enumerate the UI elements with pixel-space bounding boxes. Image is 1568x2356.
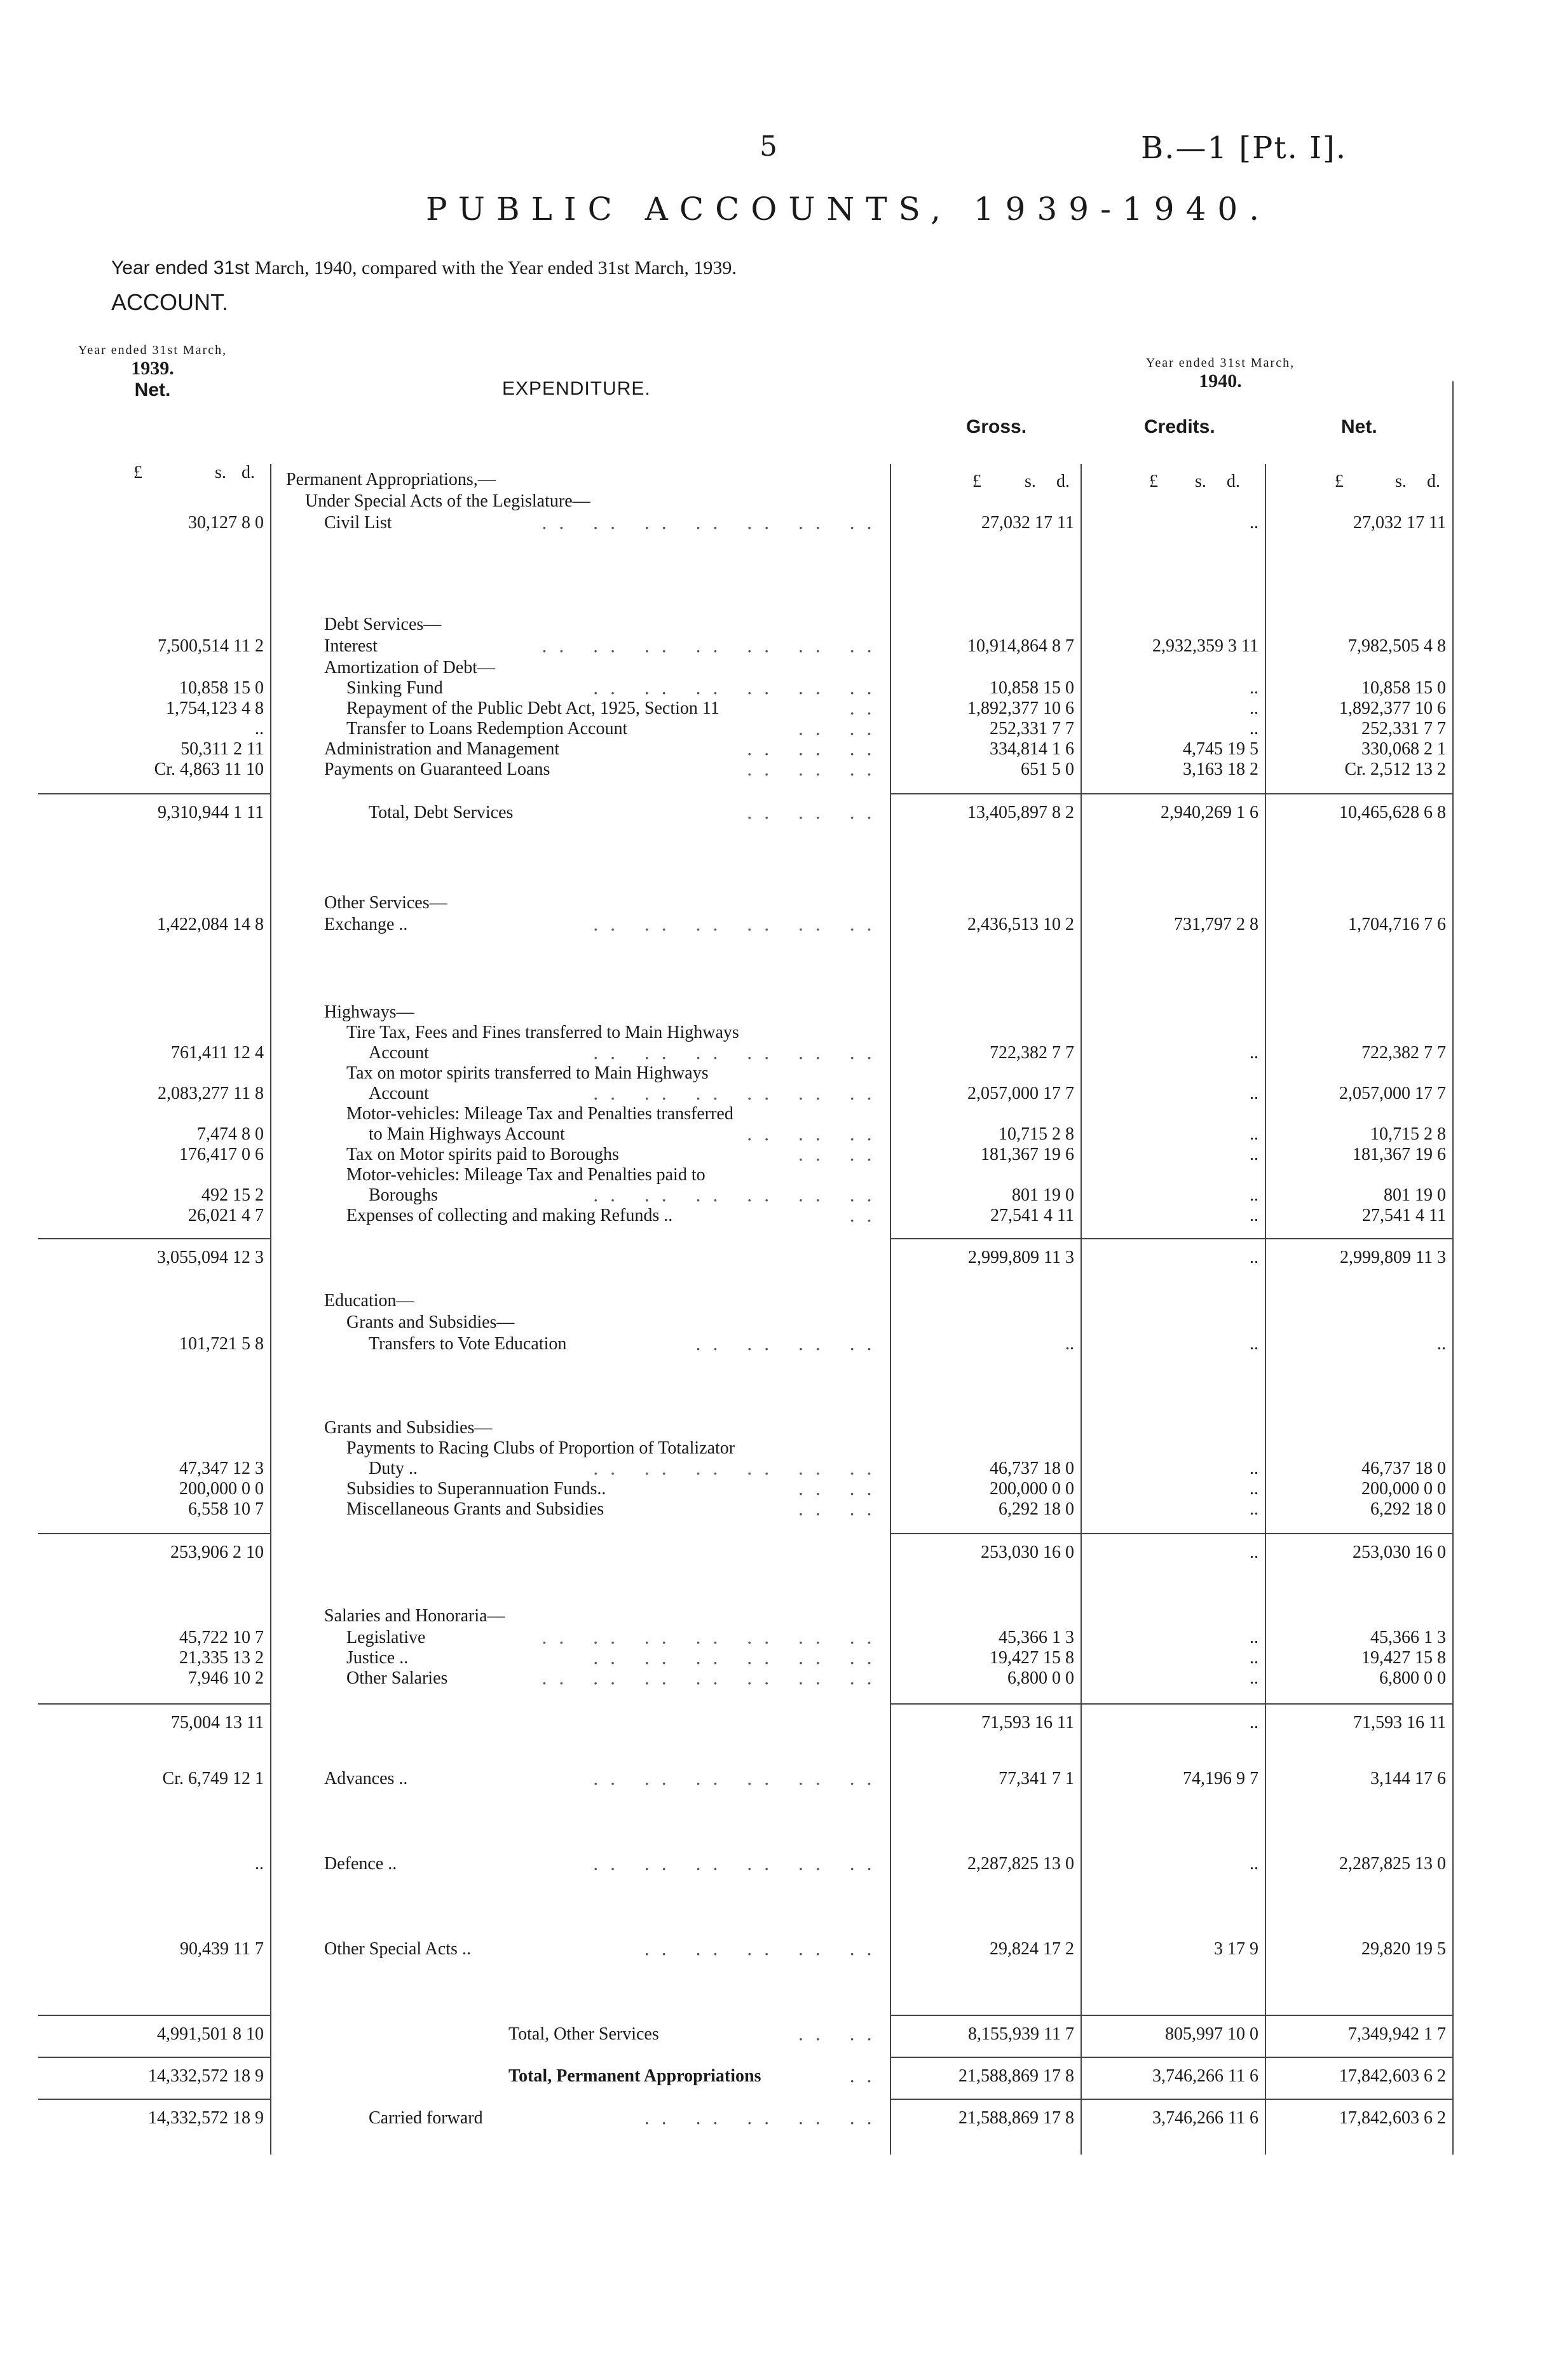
row-label: Total, Permanent Appropriations bbox=[508, 2066, 761, 2086]
row-label: Other Special Acts .. bbox=[324, 1939, 471, 1959]
page-number: 5 bbox=[760, 130, 777, 163]
prev-amount: 45,722 10 7 bbox=[179, 1628, 264, 1647]
net-amount: 7,982,505 4 8 bbox=[1348, 636, 1446, 656]
net-amount: 10,858 15 0 bbox=[1361, 678, 1446, 698]
gross-amount: 8,155,939 11 7 bbox=[968, 2024, 1074, 2044]
net-pounds-unit: £ bbox=[1335, 472, 1344, 491]
leader-dots: .. .. .. .. .. .. bbox=[592, 1647, 883, 1668]
leader-dots: .. .. .. .. .. .. bbox=[592, 1185, 883, 1206]
credits-amount: .. bbox=[1250, 1185, 1258, 1205]
row-label: Legislative bbox=[346, 1628, 426, 1647]
curr-year-label: 1940. bbox=[1199, 371, 1242, 392]
table-row bbox=[0, 1605, 1568, 1627]
prev-amount: 14,332,572 18 9 bbox=[148, 2066, 264, 2086]
net-header: Net. bbox=[1341, 416, 1377, 437]
prev-shillings-unit: s. bbox=[215, 463, 226, 482]
credits-amount: 731,797 2 8 bbox=[1174, 915, 1258, 934]
net-shillings-unit: s. bbox=[1395, 472, 1407, 491]
leader-dots: .. .. .. .. .. .. bbox=[592, 1768, 883, 1789]
row-label: Motor-vehicles: Mileage Tax and Penalties paid to bbox=[346, 1165, 706, 1185]
leader-dots: .. bbox=[849, 2066, 883, 2087]
row-label: Amortization of Debt— bbox=[324, 658, 496, 678]
table-row bbox=[0, 1124, 1568, 1145]
credits-amount: 2,932,359 3 11 bbox=[1152, 636, 1258, 656]
prev-amount: 761,411 12 4 bbox=[171, 1043, 264, 1063]
row-label: Boroughs bbox=[369, 1185, 438, 1205]
credits-amount: 3,746,266 11 6 bbox=[1152, 2066, 1258, 2086]
grants-total-rule-curr bbox=[890, 1533, 1452, 1534]
prev-amount: 7,946 10 2 bbox=[188, 1668, 264, 1688]
row-label: Transfers to Vote Education bbox=[369, 1334, 567, 1354]
leader-dots: .. .. .. .. .. .. bbox=[592, 1042, 883, 1063]
table-row bbox=[0, 1438, 1568, 1459]
credits-amount: .. bbox=[1250, 1542, 1258, 1562]
net-pence-unit: d. bbox=[1427, 472, 1440, 491]
prev-amount: 492 15 2 bbox=[201, 1185, 264, 1205]
credits-amount: .. bbox=[1250, 1854, 1258, 1874]
credits-amount: .. bbox=[1250, 1479, 1258, 1499]
credits-amount: .. bbox=[1250, 1124, 1258, 1144]
gross-amount: 2,436,513 10 2 bbox=[967, 915, 1074, 934]
row-label: Total, Debt Services bbox=[369, 803, 514, 822]
leader-dots: .. .. .. bbox=[746, 739, 883, 759]
prev-amount: 9,310,944 1 11 bbox=[158, 803, 264, 822]
leader-dots: .. .. .. .. .. bbox=[644, 1938, 883, 1959]
table-row bbox=[0, 1458, 1568, 1480]
table-row bbox=[0, 1247, 1568, 1269]
table-row bbox=[0, 1333, 1568, 1355]
credits-amount: .. bbox=[1250, 698, 1258, 718]
credits-pounds-unit: £ bbox=[1149, 472, 1158, 491]
row-label: Debt Services— bbox=[324, 615, 442, 634]
row-label: to Main Highways Account bbox=[369, 1124, 565, 1144]
table-row bbox=[0, 1205, 1568, 1227]
table-row bbox=[0, 1853, 1568, 1875]
net-amount: 253,030 16 0 bbox=[1353, 1542, 1446, 1562]
row-label: Payments to Racing Clubs of Proportion of Totalizator bbox=[346, 1438, 735, 1458]
gross-amount: 2,999,809 11 3 bbox=[968, 1248, 1074, 1267]
net-amount: .. bbox=[1437, 1334, 1446, 1354]
leader-dots: .. .. .. .. .. bbox=[644, 2107, 883, 2128]
leader-dots: .. .. .. .. .. .. .. bbox=[541, 1627, 883, 1648]
prev-amount: 7,500,514 11 2 bbox=[158, 636, 264, 656]
prev-pence-unit: d. bbox=[242, 463, 255, 482]
gross-amount: 27,032 17 11 bbox=[981, 513, 1074, 533]
credits-amount: 3 17 9 bbox=[1214, 1939, 1258, 1959]
row-label: Account bbox=[369, 1084, 429, 1103]
prev-year-header bbox=[38, 343, 267, 401]
gross-amount: 200,000 0 0 bbox=[990, 1479, 1074, 1499]
table-row bbox=[0, 1290, 1568, 1312]
page-title: PUBLIC ACCOUNTS, 1939-1940. bbox=[426, 191, 1271, 228]
row-label: Carried forward bbox=[369, 2108, 483, 2128]
credits-header: Credits. bbox=[1144, 416, 1215, 437]
expenditure-header: EXPENDITURE. bbox=[502, 378, 651, 399]
credits-amount: .. bbox=[1250, 1248, 1258, 1267]
gross-header: Gross. bbox=[966, 416, 1027, 437]
leader-dots: .. .. bbox=[798, 1478, 883, 1499]
net-amount: 2,287,825 13 0 bbox=[1339, 1854, 1446, 1874]
table-row bbox=[0, 512, 1568, 534]
table-row bbox=[0, 2066, 1568, 2087]
gross-amount: 253,030 16 0 bbox=[981, 1542, 1074, 1562]
prev-pounds-unit: £ bbox=[133, 463, 142, 482]
net-amount: 2,999,809 11 3 bbox=[1340, 1248, 1446, 1267]
prev-amount: 10,858 15 0 bbox=[179, 678, 264, 698]
credits-amount: .. bbox=[1250, 1499, 1258, 1519]
curr-year-header bbox=[1042, 356, 1398, 392]
grants-total-rule-prev bbox=[38, 1533, 270, 1534]
table-row bbox=[0, 718, 1568, 740]
leader-dots: .. .. bbox=[798, 1144, 883, 1165]
table-row bbox=[0, 802, 1568, 824]
net-amount: 29,820 19 5 bbox=[1361, 1939, 1446, 1959]
net-amount: 252,331 7 7 bbox=[1361, 719, 1446, 739]
table-row bbox=[0, 491, 1568, 512]
leader-dots: .. .. .. bbox=[746, 802, 883, 823]
table-row bbox=[0, 1768, 1568, 1790]
row-label: Tax on Motor spirits paid to Boroughs bbox=[346, 1145, 619, 1164]
gross-amount: 722,382 7 7 bbox=[990, 1043, 1074, 1063]
prev-amount: 6,558 10 7 bbox=[188, 1499, 264, 1519]
net-amount: 71,593 16 11 bbox=[1353, 1713, 1446, 1733]
net-amount: 17,842,603 6 2 bbox=[1339, 2066, 1446, 2086]
row-label: Account bbox=[369, 1043, 429, 1063]
row-label: Tire Tax, Fees and Fines transferred to Main Highways bbox=[346, 1023, 739, 1042]
leader-dots: .. .. .. .. .. .. bbox=[592, 1083, 883, 1104]
table-row bbox=[0, 1185, 1568, 1206]
net-amount: 10,465,628 6 8 bbox=[1339, 803, 1446, 822]
table-row bbox=[0, 2024, 1568, 2045]
table-row bbox=[0, 1417, 1568, 1439]
table-row bbox=[0, 1312, 1568, 1333]
net-amount: 2,057,000 17 7 bbox=[1339, 1084, 1446, 1103]
table-row bbox=[0, 636, 1568, 657]
net-amount: 19,427 15 8 bbox=[1361, 1648, 1446, 1668]
gross-amount: 10,715 2 8 bbox=[999, 1124, 1074, 1144]
prev-amount: 101,721 5 8 bbox=[179, 1334, 264, 1354]
leader-dots: .. .. .. .. .. .. bbox=[592, 914, 883, 935]
prev-amount: 90,439 11 7 bbox=[180, 1939, 264, 1959]
prev-amount: Cr. 4,863 11 10 bbox=[154, 759, 264, 779]
prev-amount: 14,332,572 18 9 bbox=[148, 2108, 264, 2128]
gross-amount: 10,858 15 0 bbox=[990, 678, 1074, 698]
gross-amount: 1,892,377 10 6 bbox=[967, 698, 1074, 718]
perm-total-rule-curr bbox=[890, 2057, 1452, 2058]
table-row bbox=[0, 1042, 1568, 1064]
table-row bbox=[0, 1647, 1568, 1669]
gross-amount: 21,588,869 17 8 bbox=[958, 2066, 1074, 2086]
net-amount: 10,715 2 8 bbox=[1370, 1124, 1446, 1144]
credits-amount: .. bbox=[1250, 1084, 1258, 1103]
gross-amount: 651 5 0 bbox=[1021, 759, 1074, 779]
table-row bbox=[0, 1103, 1568, 1125]
credits-amount: .. bbox=[1250, 1648, 1258, 1668]
prev-amount: 253,906 2 10 bbox=[170, 1542, 264, 1562]
credits-amount: .. bbox=[1250, 513, 1258, 533]
row-label: Transfer to Loans Redemption Account bbox=[346, 719, 628, 739]
row-label: Grants and Subsidies— bbox=[324, 1418, 493, 1438]
leader-dots: .. .. .. .. bbox=[695, 1333, 883, 1354]
leader-dots: .. .. bbox=[798, 718, 883, 739]
table-row bbox=[0, 1627, 1568, 1649]
table-row bbox=[0, 2107, 1568, 2129]
gross-amount: 27,541 4 11 bbox=[990, 1206, 1074, 1225]
perm-total-rule-prev bbox=[38, 2057, 270, 2058]
prev-amount: 4,991,501 8 10 bbox=[157, 2024, 264, 2044]
leader-dots: .. .. .. .. .. .. .. bbox=[541, 1668, 883, 1689]
table-row bbox=[0, 1002, 1568, 1023]
subtitle-rest: March, 1940, compared with the Year ended 31st March, 1939. bbox=[254, 257, 737, 278]
table-row bbox=[0, 1022, 1568, 1044]
row-label: Repayment of the Public Debt Act, 1925, Section 11 bbox=[346, 698, 719, 718]
net-amount: 181,367 19 6 bbox=[1353, 1145, 1446, 1164]
row-label: Interest bbox=[324, 636, 378, 656]
carried-rule-curr bbox=[890, 2099, 1452, 2100]
prev-amount: .. bbox=[255, 719, 264, 739]
other-total-rule-prev bbox=[38, 2015, 270, 2016]
table-row bbox=[0, 1938, 1568, 1960]
row-label: Under Special Acts of the Legislature— bbox=[305, 491, 590, 511]
credits-amount: .. bbox=[1250, 1145, 1258, 1164]
gross-amount: 13,405,897 8 2 bbox=[967, 803, 1074, 822]
table-row bbox=[0, 1542, 1568, 1563]
net-amount: 330,068 2 1 bbox=[1361, 739, 1446, 759]
highways-total-rule-curr bbox=[890, 1238, 1452, 1239]
table-row bbox=[0, 892, 1568, 914]
prev-amount: Cr. 6,749 12 1 bbox=[162, 1769, 264, 1788]
gross-amount: .. bbox=[1065, 1334, 1074, 1354]
prev-amount: 75,004 13 11 bbox=[171, 1713, 264, 1733]
leader-dots: .. .. .. .. .. .. .. bbox=[541, 636, 883, 657]
prev-amount: 30,127 8 0 bbox=[188, 513, 264, 533]
carried-rule-prev bbox=[38, 2099, 270, 2100]
table-row bbox=[0, 698, 1568, 719]
row-label: Payments on Guaranteed Loans bbox=[324, 759, 550, 779]
highways-total-rule-prev bbox=[38, 1238, 270, 1239]
table-row bbox=[0, 914, 1568, 936]
gross-amount: 71,593 16 11 bbox=[981, 1713, 1074, 1733]
gross-amount: 10,914,864 8 7 bbox=[967, 636, 1074, 656]
page-subtitle bbox=[111, 257, 737, 279]
row-label: Duty .. bbox=[369, 1459, 418, 1478]
net-amount: 6,292 18 0 bbox=[1370, 1499, 1446, 1519]
table-row bbox=[0, 1478, 1568, 1500]
net-amount: 801 19 0 bbox=[1384, 1185, 1446, 1205]
row-label: Motor-vehicles: Mileage Tax and Penalties transferred bbox=[346, 1104, 733, 1124]
gross-amount: 252,331 7 7 bbox=[990, 719, 1074, 739]
row-label: Defence .. bbox=[324, 1854, 397, 1874]
net-amount: 27,032 17 11 bbox=[1353, 513, 1446, 533]
account-heading: ACCOUNT. bbox=[111, 289, 229, 315]
credits-amount: .. bbox=[1250, 719, 1258, 739]
credits-amount: 3,163 18 2 bbox=[1183, 759, 1258, 779]
leader-dots: .. .. .. bbox=[746, 759, 883, 780]
credits-amount: 4,745 19 5 bbox=[1183, 739, 1258, 759]
gross-amount: 45,366 1 3 bbox=[999, 1628, 1074, 1647]
net-amount: Cr. 2,512 13 2 bbox=[1344, 759, 1446, 779]
debt-total-rule-prev bbox=[38, 793, 270, 794]
gross-amount: 21,588,869 17 8 bbox=[958, 2108, 1074, 2128]
gross-amount: 6,800 0 0 bbox=[1007, 1668, 1074, 1688]
gross-amount: 46,737 18 0 bbox=[990, 1459, 1074, 1478]
gross-amount: 181,367 19 6 bbox=[981, 1145, 1074, 1164]
table-row bbox=[0, 1063, 1568, 1084]
row-label: Sinking Fund bbox=[346, 678, 443, 698]
credits-amount: 3,746,266 11 6 bbox=[1152, 2108, 1258, 2128]
salaries-total-rule-curr bbox=[890, 1703, 1452, 1705]
table-row bbox=[0, 1668, 1568, 1689]
leader-dots: .. .. .. bbox=[746, 1124, 883, 1145]
gross-amount: 334,814 1 6 bbox=[990, 739, 1074, 759]
table-row bbox=[0, 1164, 1568, 1186]
row-label: Education— bbox=[324, 1291, 414, 1311]
row-label: Subsidies to Superannuation Funds.. bbox=[346, 1479, 606, 1499]
leader-dots: .. bbox=[849, 1205, 883, 1226]
net-amount: 45,366 1 3 bbox=[1370, 1628, 1446, 1647]
credits-amount: .. bbox=[1250, 1628, 1258, 1647]
table-row bbox=[0, 739, 1568, 760]
prev-amount: 1,422,084 14 8 bbox=[157, 915, 264, 934]
credits-amount: 2,940,269 1 6 bbox=[1161, 803, 1258, 822]
leader-dots: .. .. bbox=[798, 1499, 883, 1520]
row-label: Miscellaneous Grants and Subsidies bbox=[346, 1499, 604, 1519]
leader-dots: .. .. .. .. .. .. bbox=[592, 678, 883, 698]
subtitle-lead: Year ended 31st bbox=[111, 257, 250, 278]
gross-amount: 2,057,000 17 7 bbox=[967, 1084, 1074, 1103]
net-amount: 7,349,942 1 7 bbox=[1348, 2024, 1446, 2044]
table-row bbox=[0, 1499, 1568, 1520]
prev-amount: 1,754,123 4 8 bbox=[166, 698, 264, 718]
credits-pence-unit: d. bbox=[1227, 472, 1240, 491]
prev-net-label: Net. bbox=[134, 379, 171, 400]
table-row bbox=[0, 678, 1568, 699]
prev-amount: 3,055,094 12 3 bbox=[157, 1248, 264, 1267]
table-row bbox=[0, 759, 1568, 780]
prev-year-label: 1939. bbox=[131, 358, 174, 379]
debt-total-rule-curr bbox=[890, 793, 1452, 794]
leader-dots: .. .. bbox=[798, 2024, 883, 2045]
credits-amount: .. bbox=[1250, 1668, 1258, 1688]
gross-amount: 801 19 0 bbox=[1012, 1185, 1074, 1205]
row-label: Total, Other Services bbox=[508, 2024, 659, 2044]
row-label: Advances .. bbox=[324, 1769, 408, 1788]
prev-amount: 50,311 2 11 bbox=[181, 739, 264, 759]
table-row bbox=[0, 1144, 1568, 1166]
gross-amount: 6,292 18 0 bbox=[999, 1499, 1074, 1519]
prev-amount: 21,335 13 2 bbox=[179, 1648, 264, 1668]
credits-amount: .. bbox=[1250, 1206, 1258, 1225]
prev-amount: 200,000 0 0 bbox=[179, 1479, 264, 1499]
table-row bbox=[0, 1083, 1568, 1105]
gross-shillings-unit: s. bbox=[1025, 472, 1036, 491]
prev-amount: 2,083,277 11 8 bbox=[158, 1084, 264, 1103]
gross-amount: 77,341 7 1 bbox=[999, 1769, 1074, 1788]
gross-amount: 19,427 15 8 bbox=[990, 1648, 1074, 1668]
credits-amount: .. bbox=[1250, 1334, 1258, 1354]
prev-amount: 7,474 8 0 bbox=[197, 1124, 264, 1144]
credits-amount: 805,997 10 0 bbox=[1165, 2024, 1258, 2044]
credits-amount: 74,196 9 7 bbox=[1183, 1769, 1258, 1788]
gross-amount: 29,824 17 2 bbox=[990, 1939, 1074, 1959]
prev-amount: 176,417 0 6 bbox=[179, 1145, 264, 1164]
row-label: Civil List bbox=[324, 513, 392, 533]
net-amount: 722,382 7 7 bbox=[1361, 1043, 1446, 1063]
table-row bbox=[0, 657, 1568, 679]
gross-amount: 2,287,825 13 0 bbox=[967, 1854, 1074, 1874]
leader-dots: .. .. .. .. .. .. bbox=[592, 1458, 883, 1479]
credits-amount: .. bbox=[1250, 1713, 1258, 1733]
salaries-total-rule-prev bbox=[38, 1703, 270, 1705]
row-label: Highways— bbox=[324, 1002, 414, 1022]
prev-year-caption: Year ended 31st March, bbox=[78, 343, 228, 357]
row-label: Other Services— bbox=[324, 893, 447, 913]
table-row bbox=[0, 1712, 1568, 1734]
document-reference: B.—1 [Pt. I]. bbox=[1141, 130, 1347, 166]
net-amount: 46,737 18 0 bbox=[1361, 1459, 1446, 1478]
table-row bbox=[0, 614, 1568, 636]
net-amount: 1,892,377 10 6 bbox=[1339, 698, 1446, 718]
prev-amount: 47,347 12 3 bbox=[179, 1459, 264, 1478]
prev-amount: .. bbox=[255, 1854, 264, 1874]
row-label: Tax on motor spirits transferred to Main Highways bbox=[346, 1063, 709, 1083]
net-amount: 1,704,716 7 6 bbox=[1348, 915, 1446, 934]
row-label: Exchange .. bbox=[324, 915, 408, 934]
net-amount: 200,000 0 0 bbox=[1361, 1479, 1446, 1499]
net-amount: 6,800 0 0 bbox=[1379, 1668, 1446, 1688]
row-label: Justice .. bbox=[346, 1648, 409, 1668]
net-amount: 17,842,603 6 2 bbox=[1339, 2108, 1446, 2128]
credits-amount: .. bbox=[1250, 1459, 1258, 1478]
gross-pence-unit: d. bbox=[1056, 472, 1070, 491]
credits-amount: .. bbox=[1250, 678, 1258, 698]
gross-pounds-unit: £ bbox=[972, 472, 981, 491]
row-label: Grants and Subsidies— bbox=[346, 1312, 515, 1332]
other-total-rule-curr bbox=[890, 2015, 1452, 2016]
table-row bbox=[0, 469, 1568, 491]
credits-shillings-unit: s. bbox=[1195, 472, 1206, 491]
prev-amount: 26,021 4 7 bbox=[188, 1206, 264, 1225]
row-label: Other Salaries bbox=[346, 1668, 448, 1688]
leader-dots: .. .. .. .. .. .. bbox=[592, 1853, 883, 1874]
row-label: Expenses of collecting and making Refunds .. bbox=[346, 1206, 673, 1225]
row-label: Salaries and Honoraria— bbox=[324, 1606, 505, 1626]
row-label: Administration and Management bbox=[324, 739, 560, 759]
row-label: Permanent Appropriations,— bbox=[286, 470, 496, 489]
net-amount: 3,144 17 6 bbox=[1370, 1769, 1446, 1788]
credits-amount: .. bbox=[1250, 1043, 1258, 1063]
net-amount: 27,541 4 11 bbox=[1362, 1206, 1446, 1225]
curr-year-caption: Year ended 31st March, bbox=[1145, 356, 1295, 370]
leader-dots: .. bbox=[849, 698, 883, 719]
leader-dots: .. .. .. .. .. .. .. bbox=[541, 512, 883, 533]
